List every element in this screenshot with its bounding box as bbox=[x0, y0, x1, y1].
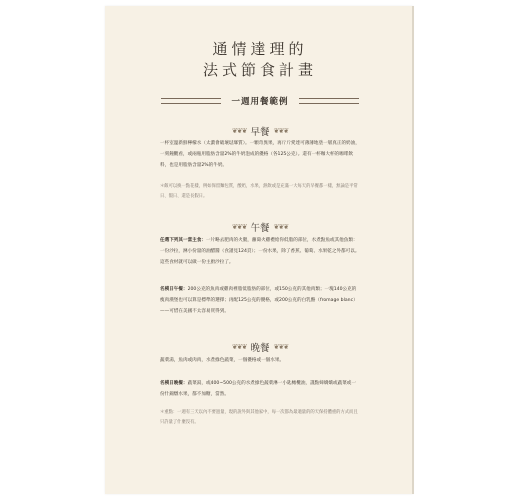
page-edge bbox=[412, 6, 414, 494]
dinner-sample-text: 蔬菜湯，或400~500公克的水煮綠色蔬菜淋一小匙橄欖油，謹點婦嬌嬌或蔬菜或一份什錦燉水果，都不加糖，當然。 bbox=[160, 381, 356, 397]
breakfast-body: 一杯室溫新鮮檸檬水（太濃會破壞琺瑯質）。一顆奇異果，再斤斤愛達可薄薄地塗一層真正的奶油，一刻鐘觀看，或兩瓶用脂肪含量2%的牛奶泡成的優格（各125公克）。還有一杯咖大杯的咖啡飲料，也是用脂肪含量2%的牛奶。 bbox=[160, 141, 360, 168]
dinner-sample bbox=[160, 378, 360, 400]
section-subtitle bbox=[0, 95, 520, 107]
dinner-note: ＊重點：一週有三天以內不要過量，現的說外與其他家中，每一次都為最適量的的天保持體重的方式而且只許量了什麼沒有。 bbox=[160, 410, 358, 425]
breakfast-heading bbox=[0, 124, 520, 138]
leaf-ornament-icon: ❦❦❦ bbox=[273, 223, 289, 231]
page-title-line-2: 法式節食計畫 bbox=[202, 61, 317, 79]
breakfast-note: ＊飯可以換一點花樣，例如保留麵包質，酸奶，水果，熱飲或是充滿一大每天的早餐都一樣，無論是平常日、假日、還是長假日。 bbox=[160, 184, 358, 199]
lunch-sample-label: 名模日午餐： bbox=[160, 287, 188, 292]
subtitle-rule-right bbox=[299, 98, 359, 104]
leaf-ornament-icon: ❦❦❦ bbox=[231, 127, 247, 135]
lunch-intro-label: 任選下列其一當主食： bbox=[160, 238, 206, 243]
dinner-heading bbox=[0, 340, 520, 354]
subtitle-text: 一週用餐範例 bbox=[231, 97, 289, 107]
leaf-ornament-icon: ❦❦❦ bbox=[231, 223, 247, 231]
lunch-intro bbox=[160, 235, 360, 268]
dinner-sample-label: 名模日晚餐： bbox=[160, 381, 188, 386]
lunch-heading-text: 午餐 bbox=[250, 223, 270, 234]
dinner-line: 蔬菜湯，魚肉或肉肉，水煮綠色蔬菜，一個優格或一個水果。 bbox=[160, 358, 285, 363]
page-title-line-1: 通情達理的 bbox=[212, 40, 308, 58]
breakfast-heading-text: 早餐 bbox=[250, 127, 270, 138]
subtitle-rule-left bbox=[161, 98, 221, 104]
lunch-intro-tail: 這些食材就可以做一份主廚沙拉了。 bbox=[160, 260, 234, 265]
leaf-ornament-icon: ❦❦❦ bbox=[231, 343, 247, 351]
lunch-sample-text: 200公克的魚肉或雞肉裡脂低脂肪的部位，或150公克的其他肉類；一塊140公克的瘦肉漢堡也可以算是標準的選擇；再配125公克的優格，或200公克的白乳酪（fromage blanc）——可惜在美國不太容易買得到。 bbox=[160, 287, 358, 314]
dinner-heading-text: 晚餐 bbox=[250, 343, 270, 354]
leaf-ornament-icon: ❦❦❦ bbox=[273, 343, 289, 351]
leaf-ornament-icon: ❦❦❦ bbox=[273, 127, 289, 135]
lunch-intro-text: 一片略去肥肉的火腿，蘿蔔火雞禮給你低脂的部位，水煮點魚或其他魚類：一份沙拉，淋小份量的油醋醬（食譜見124頁）；一份水果，除了香蕉、葡萄、水果乾之外都可以。 bbox=[160, 238, 360, 254]
lunch-sample bbox=[160, 284, 360, 317]
lunch-heading bbox=[0, 220, 520, 234]
